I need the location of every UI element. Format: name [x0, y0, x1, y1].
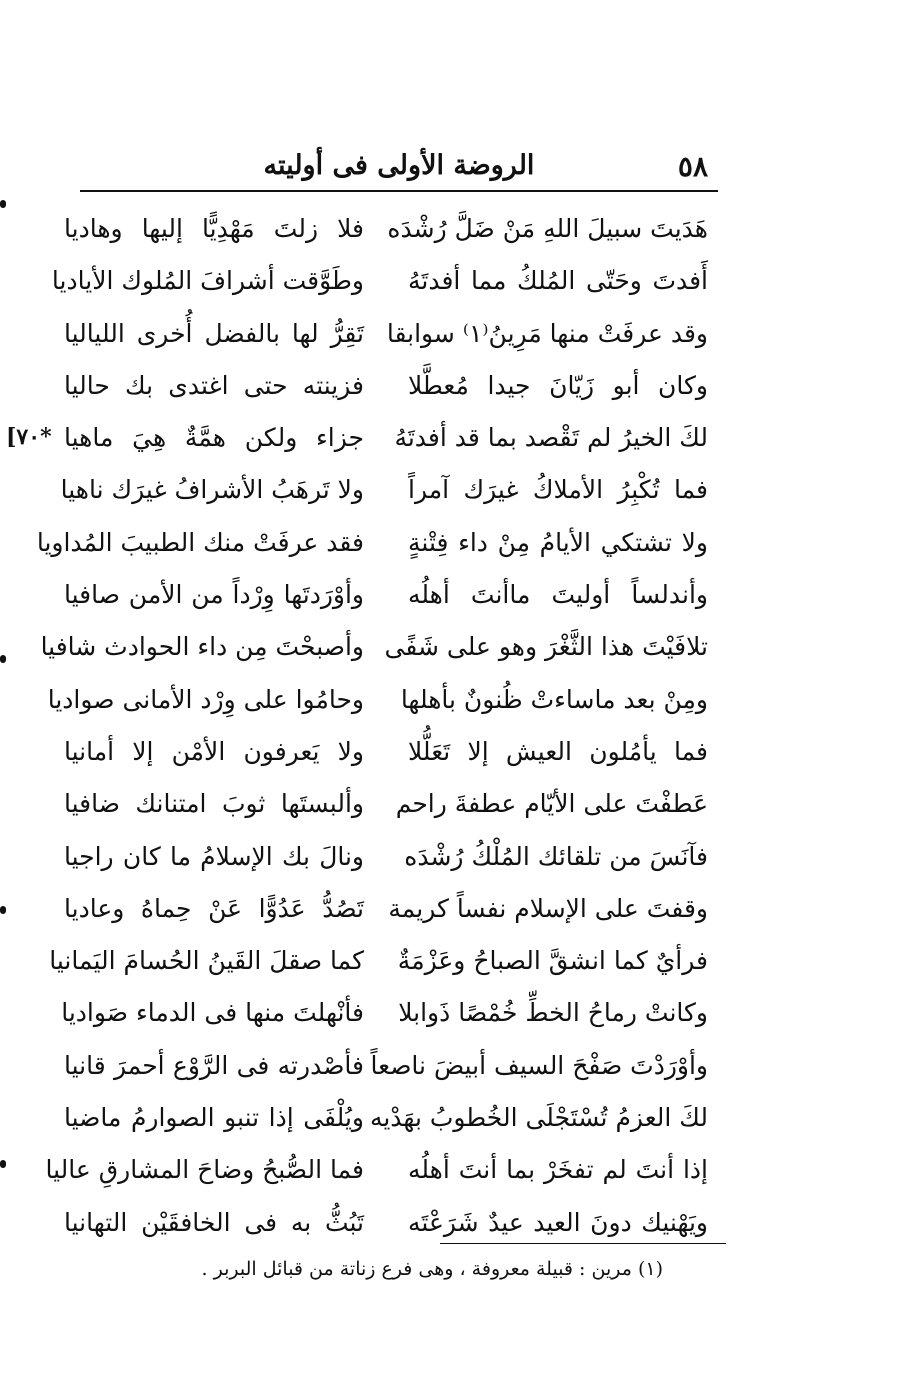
- verse-line: [40, 208, 720, 260]
- verse-first-hemistich: إذا أنتَ لم تفخَرْ بما أنتَ أهلُه: [408, 1155, 708, 1185]
- verse-second-hemistich: ولا يَعرفون الأمْن إلا أمانيا: [64, 736, 364, 766]
- page-header: [80, 148, 718, 188]
- verse-line: [40, 783, 720, 835]
- verse-second-hemistich: فلا زلتَ مَهْدِيًّا إليها وهاديا: [64, 214, 364, 243]
- verse-first-hemistich: وأوْرَدْتَ صَفْحَ السيف أبيضَ ناصعاً: [370, 1050, 708, 1080]
- verse-first-hemistich: فآنَسَ من تلقائك المُلْكُ رُشْدَه: [404, 841, 708, 871]
- verse-first-hemistich: فما تُكْبِرُ الأملاكُ غيرَك آمراً: [408, 475, 708, 505]
- verse-line: [40, 836, 720, 888]
- verse-second-hemistich: كما صقلَ القَينُ الحُسامَ اليَمانيا: [49, 946, 364, 976]
- verse-line: [40, 1045, 720, 1097]
- verse-first-hemistich: فرأيٌ كما انشقَّ الصباحُ وعَزْمَةٌ: [397, 946, 708, 976]
- margin-mark: [0, 1160, 6, 1168]
- verse-first-hemistich: لكَ العزمُ تُسْتَجْلَى الخُطوبُ بهَدْيه: [369, 1103, 708, 1133]
- page-number: ٥٨: [677, 150, 708, 183]
- verse-first-hemistich: وقد عرفَتْ منها مَرِينُ⁽١⁾ سوابقا: [386, 318, 708, 348]
- footnote-rule: [440, 1243, 726, 1244]
- verse-second-hemistich: فزينته حتى اغتدى بك حاليا: [64, 370, 364, 400]
- verse-first-hemistich: لكَ الخيرُ لم تَقْصد بما قد أفدتَهُ: [394, 423, 708, 453]
- verse-second-hemistich: ويُلْفَى إذا تنبو الصوارمُ ماضيا: [64, 1103, 364, 1133]
- verse-line: [40, 417, 720, 469]
- header-rule: [80, 190, 718, 192]
- margin-number: [٧٠*: [6, 424, 52, 450]
- verse-first-hemistich: تلافَيْتَ هذا الثَّغْرَ وهو على شَفًى: [384, 632, 708, 662]
- verse-line: [40, 626, 720, 678]
- verse-line: [40, 469, 720, 521]
- verse-first-hemistich: ويَهْنيك دونَ العيد عيدٌ شَرَعْتَه: [408, 1207, 708, 1237]
- margin-mark: [0, 906, 6, 914]
- verse-line: [40, 679, 720, 731]
- verse-line: [40, 365, 720, 417]
- verse-first-hemistich: وكانتْ رماحُ الخطِّ خُمْصًا ذَوابلا: [398, 998, 708, 1028]
- verse-second-hemistich: وألبستَها ثوبَ امتنانك ضافيا: [64, 789, 364, 819]
- verse-first-hemistich: هَدَيتَ سبيلَ اللهِ مَنْ ضَلَّ رُشْدَه: [387, 214, 708, 243]
- verse-line: [40, 888, 720, 940]
- verse-line: [40, 940, 720, 992]
- verse-line: [40, 1149, 720, 1201]
- margin-mark: [0, 200, 6, 208]
- verse-line: [40, 313, 720, 365]
- verse-line: [40, 574, 720, 626]
- verse-second-hemistich: وأصبحْتَ مِن داء الحوادث شافيا: [40, 632, 364, 662]
- running-title: الروضة الأولى فى أوليته: [263, 150, 535, 181]
- verse-second-hemistich: فأنْهلتَ منها فى الدماء صَواديا: [61, 998, 364, 1028]
- verse-second-hemistich: فقد عرفَتْ منك الطبيبَ المُداويا: [36, 527, 364, 557]
- verse-first-hemistich: وقفتَ على الإسلام نفساً كريمة: [388, 893, 708, 923]
- verse-second-hemistich: وأوْرَدتَها وِرْداً من الأمن صافيا: [64, 580, 364, 610]
- verse-second-hemistich: ونالَ بك الإسلامُ ما كان راجيا: [64, 841, 364, 871]
- footnote: (١) مرين : قبيلة معروفة ، وهى فرع زناتة من قبائل البربر .: [201, 1258, 663, 1280]
- verse-second-hemistich: جزاء ولكن همَّةٌ هِيَ ماهيا: [64, 423, 364, 453]
- margin-mark: [0, 655, 6, 663]
- verse-second-hemistich: ولا تَرهَبُ الأشرافُ غيرَك ناهيا: [60, 475, 364, 505]
- verse-line: [40, 992, 720, 1044]
- verse-second-hemistich: تَبُثُّ به فى الخافقَيْن التهانيا: [64, 1207, 364, 1237]
- verse-second-hemistich: تَصُدُّ عَدُوًّا عَنْ حِماهُ وعاديا: [64, 893, 364, 923]
- verse-first-hemistich: ولا تشتكي الأيامُ مِنْ داء فِتْنةٍ: [408, 527, 708, 557]
- verse-line: [40, 731, 720, 783]
- verse-first-hemistich: وأندلساً أوليتَ ماأنتَ أهلُه: [408, 580, 708, 610]
- verse-second-hemistich: تَقِرُّ لها بالفضل أُخرى اللياليا: [64, 318, 364, 348]
- verse-second-hemistich: فأصْدرته فى الرَّوْع أحمرَ قانيا: [64, 1050, 364, 1080]
- verse-first-hemistich: ومِنْ بعد ماساءتْ ظُنونٌ بأهلها: [400, 684, 708, 714]
- verse-first-hemistich: وكان أبو زَيّانَ جيدا مُعطَّلا: [408, 370, 708, 400]
- verse-first-hemistich: عَطفْتَ على الأيّام عطفةَ راحم: [395, 789, 708, 819]
- verse-second-hemistich: وحامُوا على وِرْد الأمانى صواديا: [47, 684, 364, 714]
- verse-line: [36, 522, 720, 574]
- verse-first-hemistich: فما يأمُلون العيش إلا تَعَلُّلا: [408, 736, 708, 766]
- poem-body: [36, 208, 720, 1254]
- verse-line: [40, 260, 720, 312]
- verse-line: [40, 1097, 720, 1149]
- verse-line: [40, 1202, 720, 1254]
- verse-first-hemistich: أَفدتَ وحَتّى المُلكُ مما أفدتَهُ: [408, 266, 708, 296]
- verse-second-hemistich: فما الصُّبحُ وضاحَ المشارقِ عاليا: [45, 1155, 364, 1185]
- verse-second-hemistich: وطَوَّقت أشرافَ المُلوك الأياديا: [51, 266, 364, 296]
